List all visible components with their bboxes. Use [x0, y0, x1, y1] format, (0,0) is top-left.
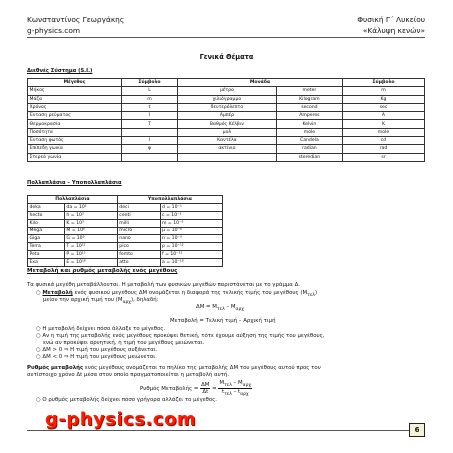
- column-header: Μέγεθος: [28, 79, 122, 87]
- table-cell: f = 10⁻¹⁵: [160, 251, 223, 259]
- num-sub-final: τελ: [224, 383, 232, 389]
- table-cell: a = 10⁻¹⁸: [160, 258, 223, 266]
- table-cell: n = 10⁻⁹: [160, 235, 223, 243]
- prefix-heading: Πολλαπλάσια – Υποπολλαπλάσια: [27, 180, 122, 186]
- bullet-text: Ο ρυθμός μεταβολής δείχνει πόσο γρήγορα αλλάζει το μέγεθος.: [42, 397, 218, 403]
- table-cell: sr: [343, 153, 425, 161]
- table-row: [28, 243, 223, 251]
- table-row: [28, 128, 425, 136]
- table-cell: d = 10⁻¹: [160, 204, 223, 212]
- bullet-text: Αν η τιμή της μεταβολής ενός μεγέθους προκύψει θετική, τότε έχουμε αύξηση της τιμής του μεγέθους,: [42, 333, 325, 339]
- bullet-item: [36, 326, 421, 333]
- bullet-item: [36, 347, 421, 354]
- bullet-text: ΔM > 0 ⇒ Η τιμή του μεγέθους αυξάνεται.: [42, 347, 158, 353]
- table-cell: K = 10³: [64, 219, 117, 227]
- table-cell: m = 10⁻³: [160, 219, 223, 227]
- table-row: [28, 251, 223, 259]
- table-cell: second: [276, 103, 342, 111]
- formula-sub-initial: αρχ: [235, 307, 244, 313]
- subscript-final: τελ: [307, 293, 315, 299]
- fraction-denominator: $t_{\tau\varepsilon\lambda} - t_{\alpha\rho\chi}$: [221, 389, 249, 398]
- table-cell: M = 10⁶: [64, 227, 117, 235]
- den-var-initial: t: [238, 389, 241, 396]
- table-cell: δευτερόλεπτο: [178, 103, 277, 111]
- table-cell: t: [122, 103, 178, 111]
- table-row: [28, 145, 425, 153]
- rate-line2: αντίστοιχο χρόνο Δt μέσα στον οποίο πραγματοποιείται η μεταβολή αυτή.: [27, 372, 230, 378]
- table-row: [28, 87, 425, 95]
- table-cell: hecto: [28, 212, 65, 220]
- table-cell: μολ: [178, 128, 277, 136]
- table-cell: Ένταση φωτός: [28, 137, 122, 145]
- si-heading: Διεθνές Σύστημα (S.I.): [27, 68, 93, 74]
- table-row: [28, 120, 425, 128]
- table-cell: m: [343, 87, 425, 95]
- table-row: [28, 258, 223, 266]
- table-cell: Kelvin: [276, 120, 342, 128]
- table-row: [28, 137, 425, 145]
- column-header: Μονάδα: [178, 79, 343, 87]
- bullet-text: ΔM < 0 ⇒ Η τιμή του μεγέθους μειώνεται.: [42, 354, 157, 360]
- table-cell: I: [122, 137, 178, 145]
- table-cell: micro: [117, 227, 160, 235]
- bullet-item: [36, 354, 421, 361]
- table-cell: K: [343, 120, 425, 128]
- table-cell: sec: [343, 103, 425, 111]
- formula-words: Μεταβολή = Τελική τιμή – Αρχική τιμή: [170, 318, 276, 324]
- den-sub-initial: αρχ: [240, 392, 249, 398]
- table-row: [28, 103, 425, 111]
- definition-line2-end: ), δηλαδή:: [131, 297, 159, 303]
- fraction-numerator: $M_{\tau\varepsilon\lambda} - M_{\alpha\rho\chi}$: [219, 380, 252, 389]
- table-cell: pico: [117, 243, 160, 251]
- table-row: [28, 235, 223, 243]
- table-row: [28, 95, 425, 103]
- footer-logo[interactable]: g-physics.com: [45, 409, 197, 430]
- fraction-denominator: Δt: [202, 389, 209, 396]
- table-row: [28, 227, 223, 235]
- table-cell: [122, 128, 178, 136]
- subscript-initial: αρχ: [122, 300, 131, 306]
- bullet-continuation: ενώ αν προκύψει αρνητική, η τιμή του μεγέθους μειώνεται.: [43, 340, 205, 346]
- equals-sign: =: [212, 386, 219, 393]
- table-cell: nano: [117, 235, 160, 243]
- rate-formula: [140, 380, 252, 397]
- table-cell: [122, 153, 178, 161]
- table-cell: cd: [343, 137, 425, 145]
- table-cell: deci: [117, 204, 160, 212]
- formula-sub-final: τελ: [216, 307, 225, 313]
- table-cell: Χρόνος: [28, 103, 122, 111]
- formula-delta-lhs: ΔM = M: [196, 304, 217, 310]
- table-cell: Θερμοκρασία: [28, 120, 122, 128]
- table-cell: Ένταση ρεύματος: [28, 112, 122, 120]
- bullet-icon: ○: [36, 354, 43, 360]
- column-header: Υποπολλαπλάσια: [117, 196, 222, 204]
- definition-term: Μεταβολή: [42, 290, 73, 296]
- num-var-initial: M: [238, 380, 243, 386]
- header-divider: [27, 37, 425, 38]
- bullet-icon: ○: [36, 326, 43, 332]
- header-author: Κωνσταντίνος Γεωργάκης: [27, 15, 125, 24]
- table-row: [28, 204, 223, 212]
- table-cell: T = 10¹²: [64, 243, 117, 251]
- table-cell: c = 10⁻²: [160, 212, 223, 220]
- rate-text: ενός μεγέθους ονομάζεται το πηλίκο της μεταβολής ΔM του μεγέθους αυτού προς τον: [83, 365, 321, 371]
- column-header: Σύμβολο: [122, 79, 178, 87]
- fraction-numerator: ΔM: [201, 382, 210, 389]
- table-cell: Αμπέρ: [178, 112, 277, 120]
- column-header: Πολλαπλάσια: [28, 196, 118, 204]
- header-subtitle: «Κάλυψη κενών»: [362, 26, 425, 35]
- table-cell: da = 10¹: [64, 204, 117, 212]
- rate-term: Ρυθμός μεταβολής: [27, 365, 84, 371]
- den-var-final: t: [221, 389, 225, 396]
- table-row: [28, 153, 425, 161]
- table-row: [28, 212, 223, 220]
- table-cell: deka: [28, 204, 65, 212]
- table-cell: L: [122, 87, 178, 95]
- table-cell: femto: [117, 251, 160, 259]
- table-cell: [178, 153, 277, 161]
- table-header-row: [28, 196, 223, 204]
- rate-label: Ρυθμός Μεταβολής =: [140, 386, 199, 393]
- page-title: Γενικά Θέματα: [199, 53, 254, 61]
- si-units-table: [27, 78, 425, 162]
- table-cell: E = 10¹⁸: [64, 258, 117, 266]
- table-cell: radian: [276, 145, 342, 153]
- table-cell: χιλιόγραμμο: [178, 95, 277, 103]
- bullet-icon: ○: [36, 347, 43, 353]
- column-header: Σύμβολο: [343, 79, 425, 87]
- bullet-icon: ○: [36, 290, 43, 296]
- table-row: [28, 112, 425, 120]
- table-cell: A: [343, 112, 425, 120]
- table-cell: Kilogram: [276, 95, 342, 103]
- num-sub-initial: αρχ: [242, 383, 252, 389]
- table-cell: Μήκος: [28, 87, 122, 95]
- table-cell: m: [122, 95, 178, 103]
- table-cell: Ποσότητα: [28, 128, 122, 136]
- change-heading: Μεταβολή και ρυθμός μεταβολής ενός μεγέθους: [27, 268, 178, 274]
- table-cell: Καντέλα: [178, 137, 277, 145]
- table-cell: T: [122, 120, 178, 128]
- rate-paragraph: [27, 365, 423, 372]
- table-cell: ακτίνιο: [178, 145, 277, 153]
- table-cell: Candela: [276, 137, 342, 145]
- footer-divider: [27, 430, 425, 431]
- header-subject: Φυσική Γ΄ Λυκείου: [357, 15, 425, 24]
- definition-text: ενός φυσικού μεγέθους ΔM ονομάζεται η διαφορά της τελικής τιμής του μεγέθους (M: [72, 290, 308, 296]
- table-cell: h = 10²: [64, 212, 117, 220]
- bullet-item: [36, 333, 421, 340]
- prefix-table: [27, 195, 223, 267]
- table-cell: μέτρο: [178, 87, 277, 95]
- table-cell: meter: [276, 87, 342, 95]
- fraction-values: [218, 380, 252, 397]
- table-cell: Επίπεδη γωνία: [28, 145, 122, 153]
- table-cell: I: [122, 112, 178, 120]
- table-cell: Kilo: [28, 219, 65, 227]
- table-cell: mole: [276, 128, 342, 136]
- table-row: [28, 219, 223, 227]
- table-cell: Giga: [28, 235, 65, 243]
- intro-paragraph: Τα φυσικά μεγέθη μεταβάλλονται. Η μεταβολή των φυσικών μεγεθών παριστάνεται με το γράμμα Δ.: [27, 282, 300, 288]
- table-cell: Mega: [28, 227, 65, 235]
- table-cell: Terra: [28, 243, 65, 251]
- bullet-item: [36, 397, 421, 404]
- fraction-delta: [200, 382, 210, 395]
- formula-delta-mid: – M: [224, 304, 236, 310]
- table-cell: centi: [117, 212, 160, 220]
- table-cell: Exa: [28, 258, 65, 266]
- num-var-final: M: [219, 380, 225, 386]
- table-cell: Peta: [28, 251, 65, 259]
- bullet-icon: ○: [36, 333, 43, 339]
- table-cell: Μάζα: [28, 95, 122, 103]
- table-cell: Amperes: [276, 112, 342, 120]
- table-cell: G = 10⁹: [64, 235, 117, 243]
- page-number: 6: [409, 423, 425, 437]
- table-cell: milli: [117, 219, 160, 227]
- den-sub-final: τελ: [224, 392, 232, 398]
- table-cell: p = 10⁻¹²: [160, 243, 223, 251]
- table-cell: P = 10¹⁵: [64, 251, 117, 259]
- table-cell: rad: [343, 145, 425, 153]
- bullet-icon: ○: [36, 397, 43, 403]
- table-cell: Kg: [343, 95, 425, 103]
- table-header-row: [28, 79, 425, 87]
- table-cell: μ = 10⁻⁶: [160, 227, 223, 235]
- bullet-text: Η μεταβολή δείχνει πόσο άλλαξε το μέγεθος.: [42, 326, 166, 332]
- table-cell: mole: [343, 128, 425, 136]
- table-cell: atto: [117, 258, 160, 266]
- formula-delta: [196, 304, 244, 312]
- definition-line2-text: μείον την αρχική τιμή του (M: [43, 297, 123, 303]
- header-website[interactable]: g-physics.com: [27, 26, 81, 35]
- table-cell: steredian: [276, 153, 342, 161]
- table-cell: Βαθμός Κέλβιν: [178, 120, 277, 128]
- definition-close: ): [314, 290, 318, 296]
- table-cell: φ: [122, 145, 178, 153]
- table-cell: Στερεά γωνία: [28, 153, 122, 161]
